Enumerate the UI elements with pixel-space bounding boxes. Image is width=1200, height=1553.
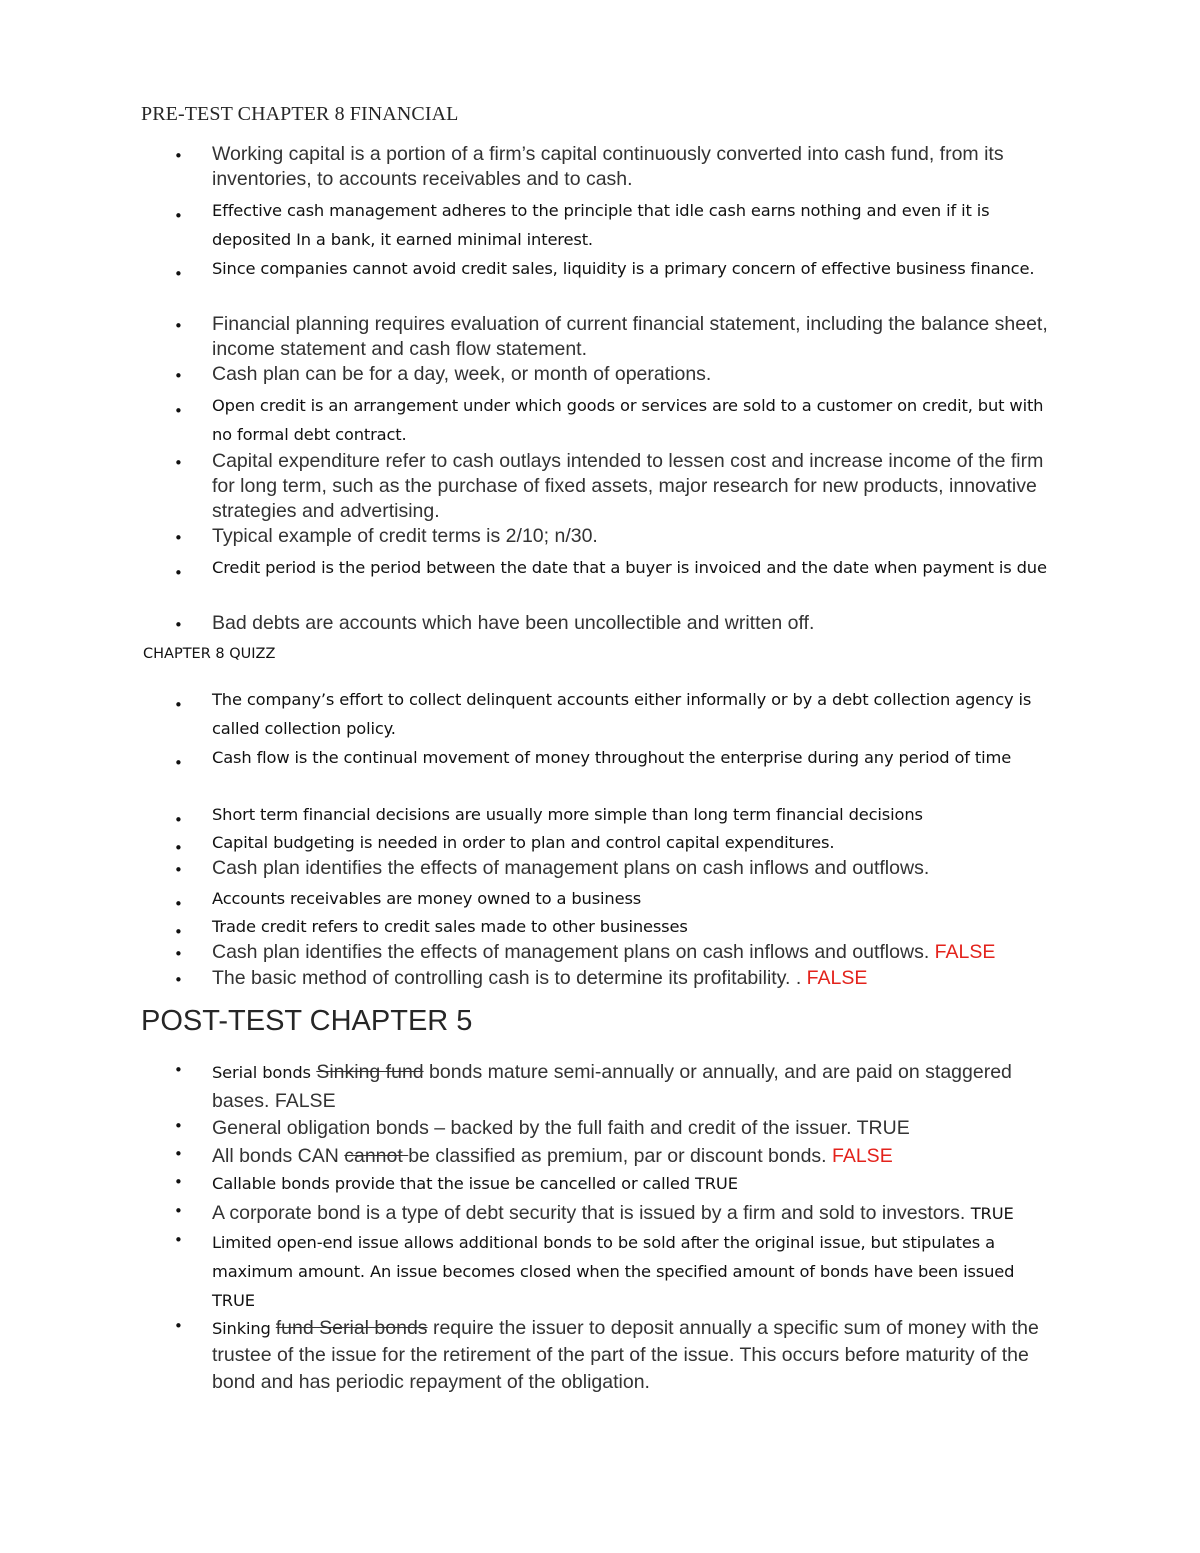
quiz-heading: CHAPTER 8 QUIZZ [143, 646, 276, 662]
bullet-icon: • [174, 1145, 183, 1163]
bullet-icon: • [174, 1231, 183, 1249]
list-item: • Accounts receivables are money owned to a business [0, 884, 1062, 912]
list-item: • Cash plan can be for a day, week, or month of operations. [0, 362, 1062, 387]
bullet-icon: • [174, 367, 183, 385]
list-item: • Limited open-end issue allows additional bonds to be sold after the original issue, but stipulates a maximum amount. An issue becomes closed when the specified amount of bonds have been issued TRUE [0, 1228, 1062, 1315]
quiz-list [0, 685, 1200, 992]
pretest-heading: PRE-TEST CHAPTER 8 FINANCIAL [141, 103, 459, 125]
list-item: • Typical example of credit terms is 2/10; n/30. [0, 524, 1062, 549]
list-item: • A corporate bond is a type of debt security that is issued by a firm and sold to investors. TRUE [0, 1199, 1062, 1228]
list-item: • Cash plan identifies the effects of management plans on cash inflows and outflows. [0, 856, 1062, 884]
bullet-icon: • [174, 402, 183, 420]
bullet-icon: • [174, 696, 183, 714]
bullet-icon: • [174, 754, 183, 772]
list-item: • Sinking fund Serial bonds require the issuer to deposit annually a specific sum of money with the trustee of the issue for the retirement of the part of the issue. This occurs before maturity of the bond and has periodic repayment of the obligation. [0, 1315, 1062, 1395]
list-item: • Capital expenditure refer to cash outlays intended to lessen cost and increase income of the firm for long term, such as the purchase of fixed assets, major research for new products, innovative strategies and advertising. [174, 450, 1044, 522]
list-item: • Bad debts are accounts which have been uncollectible and written off. [0, 611, 1062, 636]
struck-text: Sinking fund [316, 1061, 424, 1083]
bullet-icon: • [174, 1061, 183, 1079]
list-item: • Callable bonds provide that the issue be cancelled or called TRUE [0, 1170, 1062, 1199]
list-item: • Since companies cannot avoid credit sales, liquidity is a primary concern of effective business finance. [0, 254, 1062, 312]
bullet-icon: • [174, 1173, 183, 1191]
list-item: • Credit period is the period between the date that a buyer is invoiced and the date when payment is due [0, 553, 1062, 611]
bullet-icon: • [174, 564, 183, 582]
bullet-icon: • [174, 147, 183, 165]
posttest-list [0, 1058, 1200, 1395]
list-item: • Open credit is an arrangement under which goods or services are sold to a customer on credit, but with no formal debt contract. [174, 396, 1044, 444]
answer-false: FALSE [832, 1145, 893, 1167]
answer-false: FALSE [934, 941, 996, 963]
bullet-icon: • [174, 811, 183, 829]
bullet-icon: • [174, 971, 183, 989]
struck-text: cannot [344, 1145, 409, 1167]
pretest-list [0, 142, 1200, 636]
bullet-icon: • [174, 861, 183, 879]
list-item: • Working capital is a portion of a firm’s capital continuously converted into cash fund, from its inventories, to accounts receivables and to cash. [174, 143, 1004, 190]
list-item: • The company’s effort to collect delinquent accounts either informally or by a debt collection agency is called collection policy. [174, 690, 1032, 738]
bullet-icon: • [174, 1117, 183, 1135]
list-item: • Financial planning requires evaluation of current financial statement, including the balance sheet, income statement and cash flow statement. [174, 313, 1048, 360]
list-item: • The basic method of controlling cash is to determine its profitability. . FALSE [0, 966, 1062, 992]
list-item: • Effective cash management adheres to the principle that idle cash earns nothing and even if it is deposited In a bank, it earned minimal interest. [174, 201, 990, 249]
bullet-icon: • [174, 1202, 183, 1220]
list-item: • Cash flow is the continual movement of money throughout the enterprise during any period of time [0, 743, 1062, 800]
list-item: • General obligation bonds – backed by the full faith and credit of the issuer. TRUE [0, 1114, 1062, 1142]
posttest-heading: POST-TEST CHAPTER 5 [141, 1005, 473, 1037]
list-item: • Short term financial decisions are usually more simple than long term financial decisions [0, 800, 1062, 828]
bullet-icon: • [174, 529, 183, 547]
bullet-icon: • [174, 265, 183, 283]
bullet-icon: • [174, 839, 183, 857]
bullet-icon: • [174, 616, 183, 634]
answer-false: FALSE [806, 967, 868, 989]
list-item: • Serial bonds Sinking fund bonds mature semi-annually or annually, and are paid on staggered bases. FALSE [0, 1058, 1062, 1114]
struck-text: fund Serial bonds [275, 1317, 428, 1339]
list-item: • All bonds CAN cannot be classified as premium, par or discount bonds. FALSE [0, 1142, 1062, 1170]
list-item: • Cash plan identifies the effects of management plans on cash inflows and outflows. FALSE [0, 940, 1062, 966]
bullet-icon: • [174, 945, 183, 963]
bullet-icon: • [174, 1317, 183, 1335]
bullet-icon: • [174, 207, 183, 225]
bullet-icon: • [174, 923, 183, 941]
bullet-icon: • [174, 317, 183, 335]
list-item: • Capital budgeting is needed in order to plan and control capital expenditures. [0, 828, 1062, 856]
bullet-icon: • [174, 454, 183, 472]
bullet-icon: • [174, 895, 183, 913]
list-item: • Trade credit refers to credit sales made to other businesses [0, 912, 1062, 940]
